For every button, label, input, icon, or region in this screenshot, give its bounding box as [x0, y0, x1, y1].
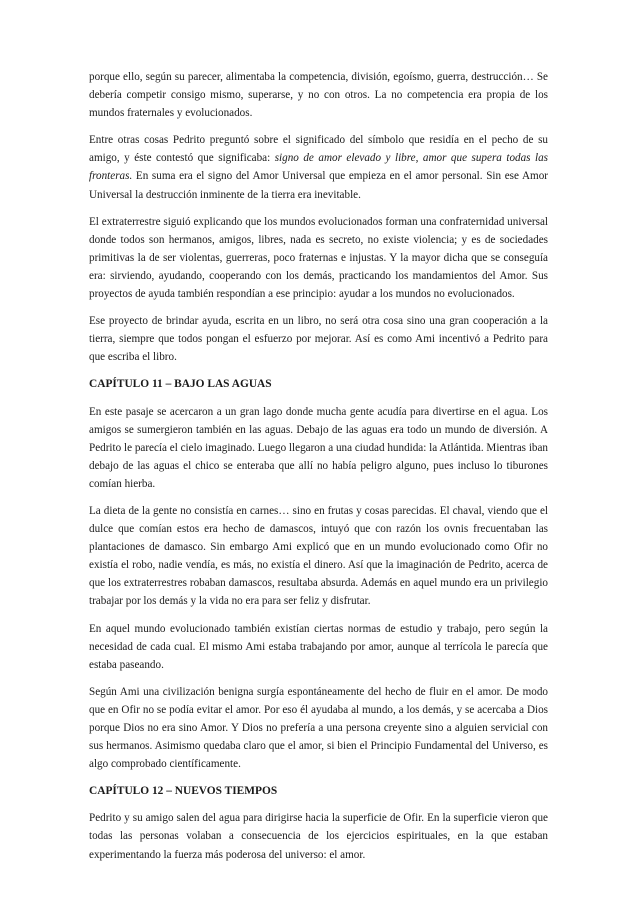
paragraph: En aquel mundo evolucionado también existían ciertas normas de estudio y trabajo, pero según la necesidad de cada cual. El mismo Ami estaba trabajando por amor, aunque al terrícola le parecía que estaba paseando. — [89, 622, 548, 671]
italic-quote: signo de amor elevado y libre, amor que supera todas las fronteras. — [89, 152, 548, 183]
paragraph: Según Ami una civilización benigna surgía espontáneamente del hecho de fluir en el amor. De modo que en Ofir no se podía evitar el amor. Por eso él ayudaba al mundo, a los demás, y se acercaba a Dios porque Dios no era sino Amor. Y Dios no prefería a una persona creyente sino a alguien servicial con sus hermanos. Asimismo quedaba claro que el amor, si bien el Principio Fundamental del Universo, es algo comprobado científicamente. — [89, 685, 548, 771]
paragraph: porque ello, según su parecer, alimentaba la competencia, división, egoísmo, guerra, destrucción… Se debería competir consigo mismo, superarse, y no con otros. La no competencia era propia de los mundos fraternales y evolucionados. — [89, 71, 548, 120]
paragraph — [89, 131, 548, 203]
paragraph: La dieta de la gente no consistía en carnes… sino en frutas y cosas parecidas. El chaval, viendo que el dulce que comían estos era hecho de damascos, intuyó que con razón los ovnis frecuentaban las plantaciones de damasco. Sin embargo Ami explicó que en un mundo evolucionado como Ofir no existía el robo, nadie vendía, es más, no existía el dinero. Así que la imaginación de Pedrito, acerca de que los extraterrestres robaban damascos, resultaba absurda. Además en aquel mundo era un privilegio trabajar por los demás y la vida no era para ser feliz y disfrutar. — [89, 504, 548, 608]
paragraph: Ese proyecto de brindar ayuda, escrita en un libro, no será otra cosa sino una gran cooperación a la tierra, siempre que todos pongan el esfuerzo por mejorar. Así es como Ami incentivó a Pedrito para que escriba el libro. — [89, 315, 548, 364]
paragraph-text: En suma era el signo del Amor Universal que empieza en el amor personal. Sin ese Amor Universal la destrucción inminente de la tierra era inevitable. — [89, 170, 548, 201]
chapter-heading: CAPÍTULO 11 – BAJO LAS AGUAS — [89, 378, 272, 391]
paragraph-text: Entre otras cosas Pedrito preguntó sobre el significado del símbolo que residía en el pecho de su amigo, y éste contestó que significaba: — [89, 134, 548, 165]
paragraph: Pedrito y su amigo salen del agua para dirigirse hacia la superficie de Ofir. En la superficie vieron que todas las personas volaban a consecuencia de los ejercicios espirituales, en la que estaban experimentando la fuerza más poderosa del universo: el amor. — [89, 812, 548, 861]
document-page — [89, 68, 548, 873]
paragraph: En este pasaje se acercaron a un gran lago donde mucha gente acudía para divertirse en el agua. Los amigos se sumergieron también en las aguas. Debajo de las aguas era todo un mundo de diversión. A Pedrito le parecía el cielo imaginado. Luego llegaron a una ciudad hundida: la Atlántida. Mientras iban debajo de las aguas el chico se enteraba que allí no había peligro alguno, pues incluso lo tiburones comían hierba. — [89, 405, 548, 490]
paragraph: El extraterrestre siguió explicando que los mundos evolucionados forman una confraternidad universal donde todos son hermanos, amigos, libres, nada es secreto, no existe violencia; y es de sociedades primitivas la de ser violentas, guerreras, poco fraternas e injustas. Y la mayor dicha que se conseguía era: sirviendo, ayudando, cooperando con los demás, practicando los mandamientos del Amor. Sus proyectos de ayuda también respondían a ese principio: ayudar a los mundos no evolucionados. — [89, 215, 548, 301]
chapter-heading: CAPÍTULO 12 – NUEVOS TIEMPOS — [89, 785, 278, 798]
